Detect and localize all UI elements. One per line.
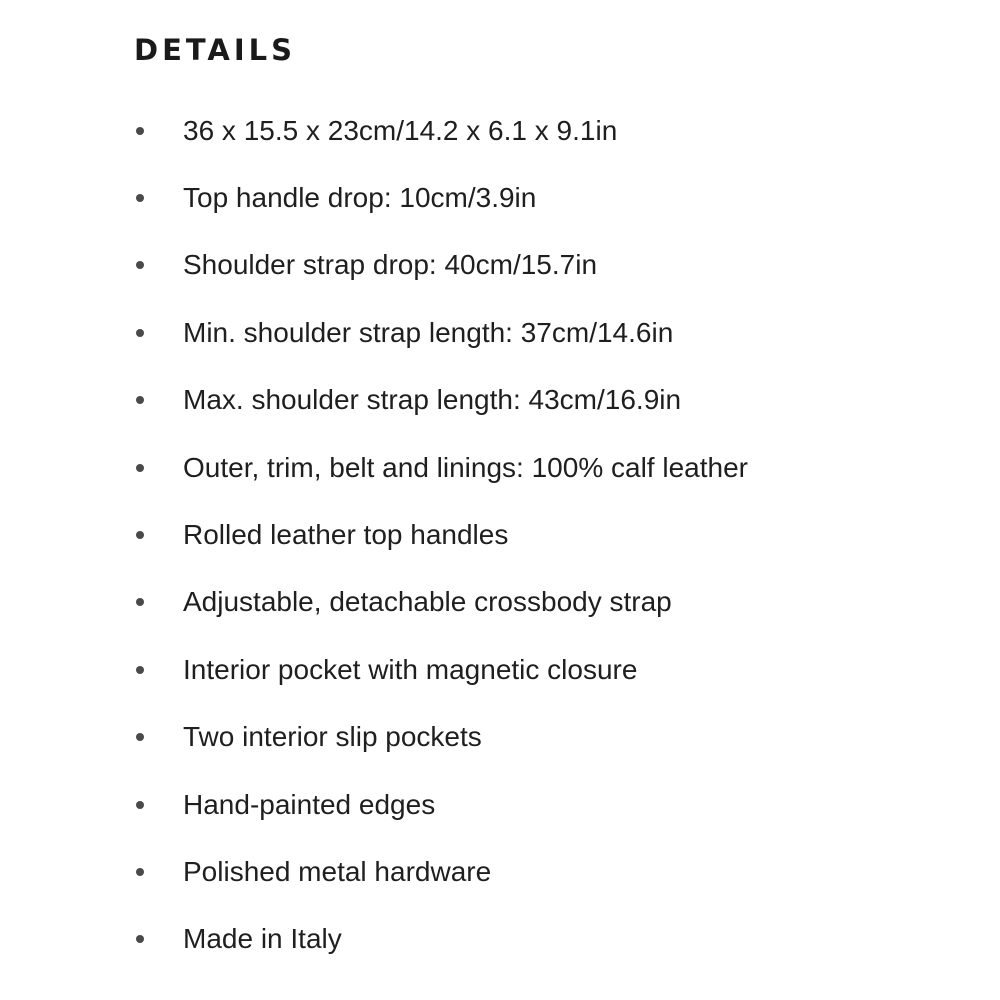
details-heading: DETAILS [134, 33, 297, 67]
bullet-icon [136, 531, 144, 539]
details-section [134, 28, 974, 955]
list-item [134, 704, 974, 771]
bullet-icon [136, 329, 144, 337]
bullet-icon [136, 868, 144, 876]
details-list [134, 97, 974, 973]
list-item [134, 636, 974, 703]
bullet-icon [136, 666, 144, 674]
list-item-text: Top handle drop: 10cm/3.9in [183, 182, 537, 214]
bullet-icon [136, 801, 144, 809]
list-item [134, 97, 974, 164]
list-item [134, 569, 974, 636]
list-item-text: Max. shoulder strap length: 43cm/16.9in [183, 384, 682, 416]
list-item-text: Rolled leather top handles [183, 519, 509, 551]
list-item-text: Made in Italy [183, 923, 342, 955]
list-item [134, 232, 974, 299]
list-item-text: Interior pocket with magnetic closure [183, 653, 638, 685]
list-item [134, 906, 974, 973]
list-item-text: Polished metal hardware [183, 855, 492, 887]
list-item-text: Adjustable, detachable crossbody strap [183, 586, 672, 618]
bullet-icon [136, 464, 144, 472]
list-item-text: Two interior slip pockets [183, 721, 482, 753]
list-item-text: Outer, trim, belt and linings: 100% calf leather [183, 451, 748, 483]
list-item [134, 501, 974, 568]
list-item-text: Shoulder strap drop: 40cm/15.7in [183, 249, 598, 281]
list-item-text: Hand-painted edges [183, 788, 436, 820]
list-item [134, 367, 974, 434]
list-item-text: Min. shoulder strap length: 37cm/14.6in [183, 316, 674, 348]
bullet-icon [136, 396, 144, 404]
bullet-icon [136, 935, 144, 943]
list-item [134, 434, 974, 501]
list-item-text: 36 x 15.5 x 23cm/14.2 x 6.1 x 9.1in [183, 114, 618, 146]
bullet-icon [136, 127, 144, 135]
list-item [134, 299, 974, 366]
bullet-icon [136, 733, 144, 741]
bullet-icon [136, 194, 144, 202]
list-item [134, 164, 974, 231]
list-item [134, 838, 974, 905]
list-item [134, 771, 974, 838]
bullet-icon [136, 261, 144, 269]
bullet-icon [136, 598, 144, 606]
